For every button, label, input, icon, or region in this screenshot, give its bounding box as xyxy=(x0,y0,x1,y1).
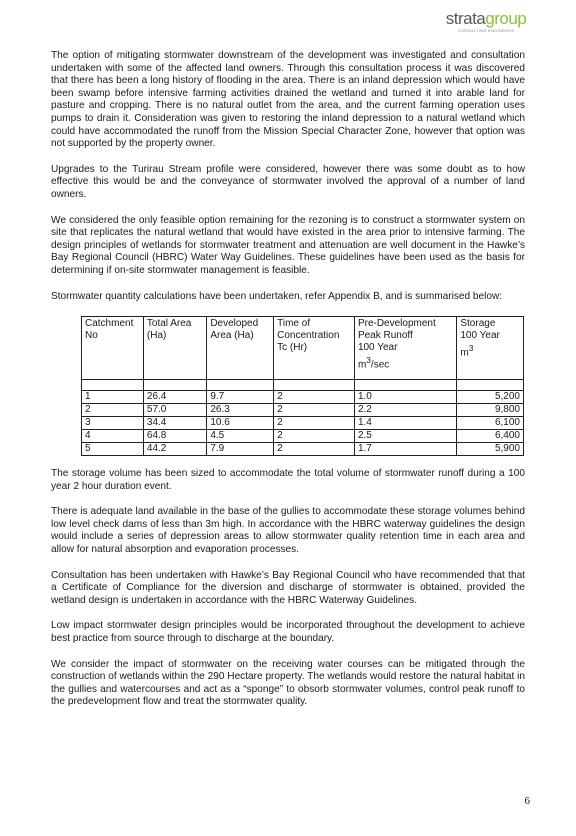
paragraph-stream-upgrades: Upgrades to the Turirau Stream profile were considered, however there was some doubt as to how effective this would be and the conveyance of stormwater involved the approval of a number of land owners. xyxy=(51,163,525,200)
header-time-of-concentration: Time of Concentration Tc (Hr) xyxy=(274,317,355,380)
table-row: 1 26.4 9.7 2 1.0 5,200 xyxy=(82,391,524,404)
company-logo xyxy=(436,10,536,33)
header-storage: Storage 100 Year $m^3$ xyxy=(457,317,524,380)
paragraph-calculations-intro: Stormwater quantity calculations have been undertaken, refer Appendix B, and is summarised below: xyxy=(51,290,503,302)
paragraph-onsite-system: We considered the only feasible option remaining for the rezoning is to construct a stormwater system on site that replicates the natural wetland that would have existed in the area prior to intensive farming. The design principles of wetlands for stormwater treatment and attenuation are well document in the Hawke’s Bay Regional Council (HBRC) Water Way Guidelines. These guidelines have been used as the basis for determining if on-site stormwater management is feasible. xyxy=(51,214,525,276)
stormwater-summary-table xyxy=(81,316,524,456)
paragraph-adequate-land: There is adequate land available in the base of the gullies to accommodate these storage volumes behind low level check dams of less than 3m high. In accordance with the HBRC waterway guidelines the design would include a series of depression areas to allow stormwater quality retention time in each area and allow for natural absorption and evaporation processes. xyxy=(51,506,525,556)
paragraph-mitigation-downstream: The option of mitigating stormwater downstream of the development was investigated and consultation undertaken with some of the affected land owners. Through this consultation process it was discovered that there has been a long history of flooding in the area. There is an inland depression which would have been swamp before intensive farming activities drained the wetland and turned it into arable land for pasture and cropping. There is no natural outlet from the area, and the current farming operation uses pumps to drain it. Consideration was given to restoring the inland depression to a natural wetland which could have accommodated the runoff from the Mission Special Character Zone, however that option was not supported by the property owner. xyxy=(51,50,525,150)
logo-tagline: CONSULTING ENGINEERS xyxy=(457,28,515,33)
header-catchment-no: Catchment No xyxy=(82,317,144,380)
table-row: 2 57.0 26.3 2 2.2 9,800 xyxy=(82,404,524,417)
page-body xyxy=(51,50,525,722)
table-row: 3 34.4 10.6 2 1.4 6,100 xyxy=(82,417,524,430)
header-peak-runoff: Pre-Development Peak Runoff 100 Year $m^3/\sec$ xyxy=(354,317,456,380)
table-spacer-row xyxy=(82,380,524,391)
table-row: 5 44.2 7.9 2 1.7 5,900 xyxy=(82,443,524,456)
page-number: 6 xyxy=(524,795,530,807)
paragraph-conclusion: We consider the impact of stormwater on the receiving water courses can be mitigated through the construction of wetlands within the 290 Hectare property. The wetlands would restore the natural habitat in the gullies and watercourses and act as a “sponge” to obsorb stormwater volumes, control peak runoff to the predevelopment flow and treat the stormwater quality. xyxy=(51,658,525,708)
header-developed-area: Developed Area (Ha) xyxy=(207,317,274,380)
header-total-area: Total Area (Ha) xyxy=(143,317,206,380)
logo-wordmark: stratagroup xyxy=(445,9,527,28)
table-row: 4 64.8 4.5 2 2.5 6,400 xyxy=(82,430,524,443)
paragraph-low-impact-design: Low impact stormwater design principles would be incorporated throughout the development to achieve best practice from source through to discharge at the boundary. xyxy=(51,620,525,645)
paragraph-storage-volume: The storage volume has been sized to accommodate the total volume of stormwater runoff during a 100 year 2 hour duration event. xyxy=(51,468,525,492)
paragraph-consultation: Consultation has been undertaken with Hawke’s Bay Regional Council who have recommended that that a Certificate of Compliance for the diversion and discharge of stormwater is obtained, provided the wetland design is undertaken in accordance with the HBRC Waterway Guidelines. xyxy=(51,569,525,606)
table-header-row xyxy=(82,317,524,380)
